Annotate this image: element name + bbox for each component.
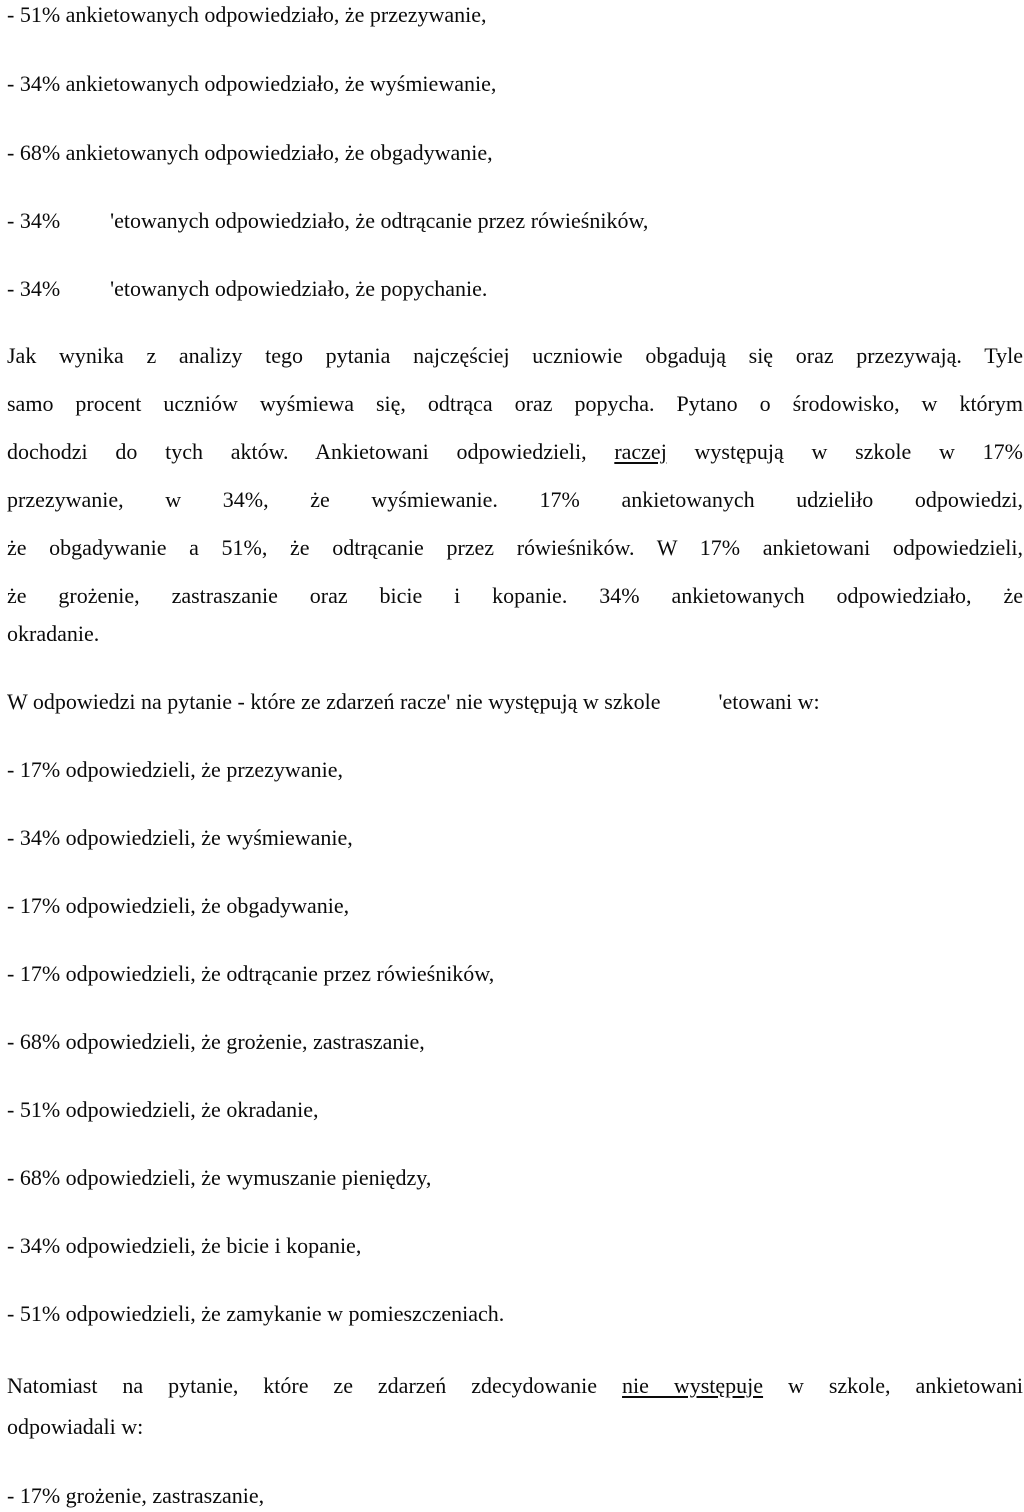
list-item xyxy=(7,1097,319,1123)
paragraph-line: przezywanie, w 34%, że wyśmiewanie. 17% ankietowanych udzieliło odpowiedzi, xyxy=(7,487,1023,512)
list-item xyxy=(7,1029,425,1055)
item-text: 'etowanych odpowiedziało, że popychanie. xyxy=(110,276,488,301)
item-text: 'etowanych odpowiedziało, że odtrącanie przez rówieśników, xyxy=(110,208,649,233)
percentage: - 17% xyxy=(7,893,61,918)
percentage: - 68% xyxy=(7,1165,61,1190)
percentage: - 17% xyxy=(7,1483,61,1508)
underlined-word: raczej xyxy=(614,439,667,464)
percentage: - 34% xyxy=(7,208,61,233)
item-text: ankietowanych odpowiedziało, że przezywanie, xyxy=(65,2,487,27)
item-text: odpowiedzieli, że obgadywanie, xyxy=(65,893,350,918)
item-text: odpowiedzieli, że przezywanie, xyxy=(65,757,343,782)
percentage: - 34% xyxy=(7,825,61,850)
list-item xyxy=(7,893,349,919)
paragraph-line: Jak wynika z analizy tego pytania najczęściej uczniowie obgadują się oraz przezywają. Tyle xyxy=(7,343,1023,368)
item-text: odpowiedzieli, że odtrącanie przez rówieśników, xyxy=(65,961,495,986)
list-item xyxy=(7,1165,431,1191)
item-text: odpowiedzieli, że wymuszanie pieniędzy, xyxy=(65,1165,432,1190)
list-item xyxy=(7,276,487,302)
percentage: - 17% xyxy=(7,757,61,782)
percentage: - 34% xyxy=(7,1233,61,1258)
paragraph-line: że grożenie, zastraszanie oraz bicie i kopanie. 34% ankietowanych odpowiedziało, że xyxy=(7,583,1023,608)
list-item xyxy=(7,1233,361,1259)
list-item xyxy=(7,825,353,851)
list-item xyxy=(7,757,343,783)
item-text: ankietowanych odpowiedziało, że wyśmiewanie, xyxy=(65,71,497,96)
paragraph-line: samo procent uczniów wyśmiewa się, odtrąca oraz popycha. Pytano o środowisko, w którym xyxy=(7,391,1023,416)
underlined-phrase: nie występuje xyxy=(622,1373,764,1398)
question-line: W odpowiedzi na pytanie - które ze zdarzeń racze' nie występują w szkole 'etowani w: xyxy=(7,689,820,714)
percentage: - 34% xyxy=(7,276,61,301)
list-item xyxy=(7,1301,504,1327)
list-item xyxy=(7,208,648,234)
list-item xyxy=(7,1483,264,1509)
item-text: ankietowanych odpowiedziało, że obgadywanie, xyxy=(65,140,493,165)
paragraph-line: Natomiast na pytanie, które ze zdarzeń zdecydowanie nie występuje w szkole, ankietowani xyxy=(7,1373,1023,1398)
paragraph-line: okradanie. xyxy=(7,621,100,646)
list-item xyxy=(7,140,493,166)
paragraph-line: odpowiadali w: xyxy=(7,1414,144,1439)
percentage: - 68% xyxy=(7,140,61,165)
paragraph-line: dochodzi do tych aktów. Ankietowani odpowiedzieli, raczej występują w szkole w 17% xyxy=(7,439,1023,464)
percentage: - 51% xyxy=(7,1301,61,1326)
percentage: - 34% xyxy=(7,71,61,96)
percentage: - 51% xyxy=(7,1097,61,1122)
item-text: odpowiedzieli, że grożenie, zastraszanie, xyxy=(65,1029,425,1054)
list-item xyxy=(7,71,496,97)
percentage: - 68% xyxy=(7,1029,61,1054)
item-text: grożenie, zastraszanie, xyxy=(65,1483,265,1508)
item-text: odpowiedzieli, że wyśmiewanie, xyxy=(65,825,353,850)
percentage: - 17% xyxy=(7,961,61,986)
item-text: odpowiedzieli, że zamykanie w pomieszczeniach. xyxy=(65,1301,505,1326)
item-text: odpowiedzieli, że okradanie, xyxy=(65,1097,319,1122)
list-item xyxy=(7,961,494,987)
list-item xyxy=(7,2,487,28)
paragraph-line: że obgadywanie a 51%, że odtrącanie przez rówieśników. W 17% ankietowani odpowiedzieli, xyxy=(7,535,1023,560)
percentage: - 51% xyxy=(7,2,61,27)
item-text: odpowiedzieli, że bicie i kopanie, xyxy=(65,1233,362,1258)
